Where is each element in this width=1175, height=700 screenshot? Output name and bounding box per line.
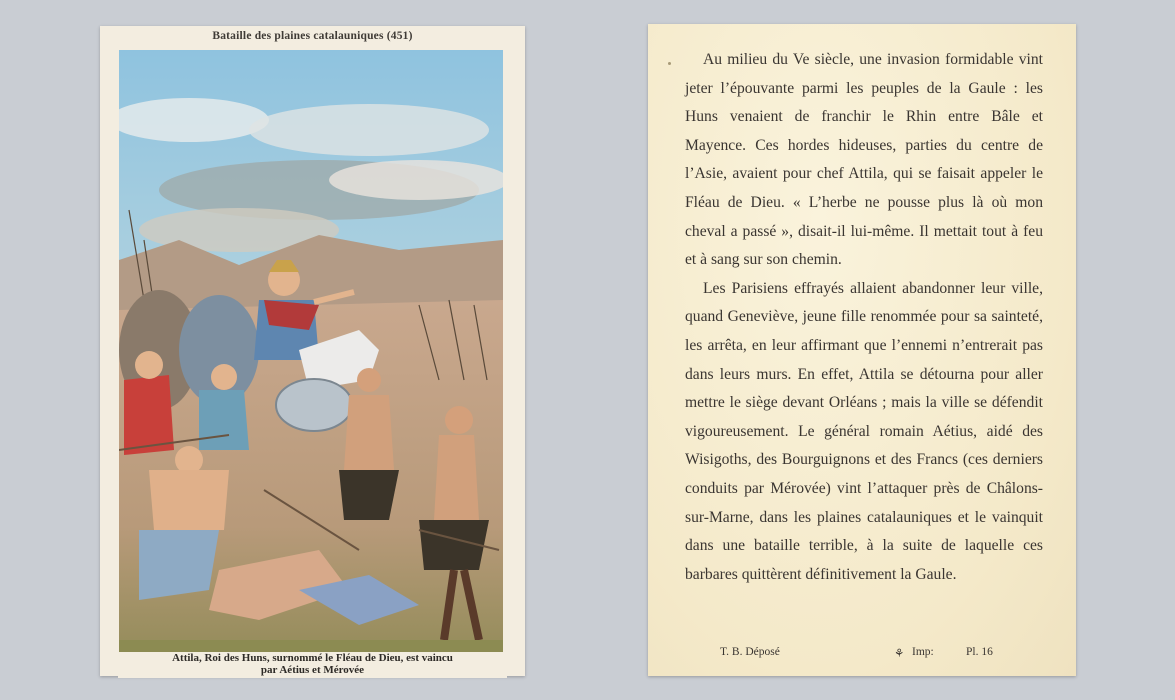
history-text — [685, 46, 1043, 589]
footer-publisher: T. B. Déposé — [720, 646, 780, 658]
front-card — [100, 26, 525, 676]
illustration-caption — [118, 652, 507, 678]
paragraph-2: Les Parisiens effrayés allaient abandonner leur ville, quand Geneviève, jeune fille renommée pour sa sainteté, les arrêta, en leur affirmant que l’ennemi n’entrerait pas dans leurs murs. En effet, Attila se détourna pour aller mettre le siège devant Orléans ; mais la ville se défendit vigoureusement. Le général romain Aétius, aidé des Wisigoths, des Bourguignons et des Francs (ces derniers conduits par Mérovée) vint l’attaquer près de Châlons-sur-Marne, dans les plaines catalauniques et le vainquit dans une bataille terrible, à la suite de laquelle ces barbares quittèrent définitivement la Gaule. — [685, 279, 1043, 583]
caption-line-1: Attila, Roi des Huns, surnommé le Fléau de Dieu, est vaincu — [172, 652, 453, 664]
card-footer — [648, 646, 1076, 666]
battle-illustration — [119, 50, 503, 676]
paragraph-1: Au milieu du Ve siècle, une invasion formidable vint jeter l’épouvante parmi les peuples de la Gaule : les Huns venaient de franchir le Rhin entre Bâle et Mayence. Ces hordes hideuses, parties du centre de l’Asie, avaient pour chef Attila, qui se faisait appeler le Fléau de Dieu. « L’herbe ne pousse plus là où mon cheval a passé », disait-il lui-même. Il mettait tout à feu et à sang sur son chemin. — [685, 51, 1043, 269]
paper-speck — [668, 62, 671, 65]
footer-plate-number: Pl. 16 — [966, 646, 993, 658]
printer-logo-icon: ⚘ — [894, 648, 905, 660]
back-card — [648, 24, 1076, 676]
footer-printer: Imp: — [912, 646, 934, 658]
caption-line-2: par Aétius et Mérovée — [260, 664, 365, 676]
card-title: Bataille des plaines catalauniques (451) — [212, 30, 413, 42]
